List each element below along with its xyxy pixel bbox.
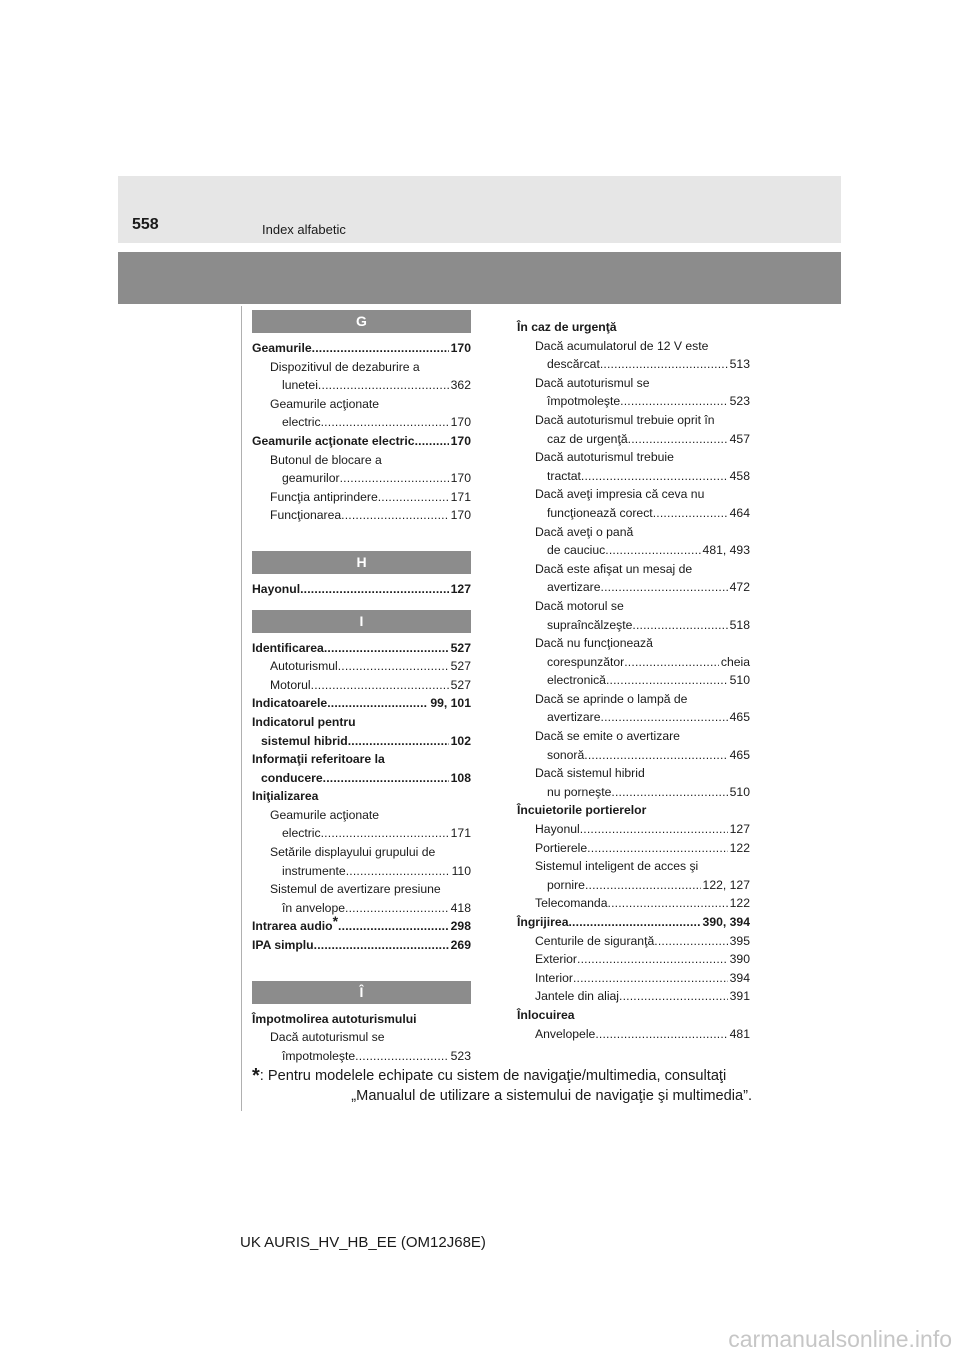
index-entry-cont: electric . . . 170 (252, 413, 471, 432)
index-entry-cont: supraîncălzeşte . . . 518 (517, 616, 750, 635)
index-entry-cont: descărcat . . . 513 (517, 355, 750, 374)
index-entry: Dacă acumulatorul de 12 V este (535, 338, 709, 353)
footnote-line-1: : Pentru modelele echipate cu sistem de navigaţie/multimedia, consultaţi (259, 1068, 727, 1084)
index-entry: Dacă nu funcţionează (535, 636, 653, 651)
index-entry: Dacă se aprinde o lampă de (535, 691, 688, 706)
footnote-marker: * (332, 913, 339, 930)
index-entry-cont: avertizare . . . 465 (517, 708, 750, 727)
index-entry-cont: în anvelope . . . 418 (252, 899, 471, 918)
index-entry: Geamurile acţionate (270, 396, 380, 411)
index-entry: Geamurile acţionate (270, 807, 380, 822)
index-entry-cont: sistemul hibrid . . . 102 (252, 732, 471, 751)
index-column-left (252, 310, 471, 1065)
index-entry-cont: lunetei . . . 362 (252, 376, 471, 395)
index-entry: Îngrijirea . . . 390, 394 (517, 913, 750, 932)
index-entry: Dacă autoturismul trebuie (535, 450, 674, 465)
letter-heading-i: I (252, 610, 471, 633)
index-entry: Hayonul . . . 127 (517, 820, 750, 839)
index-entry: Dacă autoturismul se (270, 1030, 385, 1045)
index-entry: Funcţia antiprindere . . . 171 (252, 488, 471, 507)
index-entry: Exterior . . . 390 (517, 950, 750, 969)
index-entry: Dacă autoturismul se (535, 375, 650, 390)
index-entry: Indicatoarele . . . 99, 101 (252, 694, 471, 713)
index-entry: Motorul . . . 527 (252, 676, 471, 695)
index-entry-cont: nu porneşte . . . 510 (517, 783, 750, 802)
index-entry: Setările displayului grupului de (270, 845, 436, 860)
index-entry: Încuietorile portierelor (517, 803, 647, 818)
index-entry: Jantele din aliaj . . . 391 (517, 987, 750, 1006)
index-entry: Iniţializarea (252, 789, 319, 804)
letter-heading-i-circumflex: Î (252, 981, 471, 1004)
index-entry-cont: corespunzător . . . cheia (517, 653, 750, 672)
index-entry: Identificarea . . . 527 (252, 639, 471, 658)
index-entry: Butonul de blocare a (270, 452, 382, 467)
index-entry-cont: pornire . . . 122, 127 (517, 876, 750, 895)
index-entry-cont: electric . . . 171 (252, 824, 471, 843)
index-entry: Autoturismul . . . 527 (252, 657, 471, 676)
index-entry-cont: sonoră . . . 465 (517, 746, 750, 765)
index-entry-cont: conducere . . . 108 (252, 769, 471, 788)
index-entry: Împotmolirea autoturismului (252, 1011, 417, 1026)
index-entry: Dacă sistemul hibrid (535, 766, 645, 781)
watermark: carmanualsonline.info (728, 1326, 952, 1352)
column-divider (241, 306, 242, 1111)
index-entry: Dacă este afişat un mesaj de (535, 561, 693, 576)
index-entry: Dacă autoturismul trebuie oprit în (535, 412, 715, 427)
document-code: UK AURIS_HV_HB_EE (OM12J68E) (240, 1234, 486, 1251)
index-entry-cont: funcţionează corect . . . 464 (517, 504, 750, 523)
header-bar (118, 252, 841, 304)
index-entry-cont: împotmoleşte . . . 523 (252, 1047, 471, 1066)
index-entry-cont: împotmoleşte . . . 523 (517, 392, 750, 411)
footnote-star: * (252, 1065, 260, 1087)
index-column-right (517, 318, 750, 1043)
index-entry: Indicatorul pentru (252, 714, 356, 729)
index-entry: Dispozitivul de dezaburire a (270, 359, 420, 374)
index-entry: Telecomanda . . . 122 (517, 894, 750, 913)
index-entry-cont: electronică . . . 510 (517, 671, 750, 690)
index-entry: Portierele . . . 122 (517, 839, 750, 858)
index-entry-cont: caz de urgenţă . . . 457 (517, 430, 750, 449)
letter-heading-h: H (252, 551, 471, 574)
letter-heading-g: G (252, 310, 471, 333)
index-entry: Centurile de siguranţă . . . 395 (517, 932, 750, 951)
index-entry: Sistemul inteligent de acces şi (535, 859, 699, 874)
index-entry-cont: avertizare . . . 472 (517, 578, 750, 597)
page-number: 558 (132, 216, 159, 233)
index-entry: Intrarea audio* . . . 298 (252, 917, 471, 936)
index-entry: Dacă se emite o avertizare (535, 729, 680, 744)
footnote (252, 1066, 752, 1106)
index-entry: În caz de urgenţă (517, 320, 617, 334)
index-entry: Geamurile . . . 170 (252, 339, 471, 358)
section-title: Index alfabetic (262, 222, 346, 237)
index-entry: Sistemul de avertizare presiune (270, 882, 441, 897)
index-entry: IPA simplu . . . 269 (252, 936, 471, 955)
header-background (118, 176, 841, 243)
index-entry: Înlocuirea (517, 1007, 575, 1022)
index-entry: Dacă motorul se (535, 598, 624, 613)
index-entry: Anvelopele . . . 481 (517, 1025, 750, 1044)
index-entry: Hayonul . . . 127 (252, 580, 471, 599)
index-entry: Interior . . . 394 (517, 969, 750, 988)
index-entry: Informaţii referitoare la (252, 752, 385, 767)
index-entry-cont: de cauciuc . . . 481, 493 (517, 541, 750, 560)
index-entry-cont: tractat . . . 458 (517, 467, 750, 486)
index-entry-cont: geamurilor . . . 170 (252, 469, 471, 488)
index-entry: Funcţionarea . . . 170 (252, 506, 471, 525)
index-entry: Dacă aveţi o pană (535, 524, 634, 539)
index-entry: Dacă aveţi impresia că ceva nu (535, 487, 705, 502)
footnote-line-2: „Manualul de utilizare a sistemului de navigaţie şi multimedia”. (351, 1088, 752, 1104)
index-entry-cont: instrumente . . . 110 (252, 862, 471, 881)
index-entry: Geamurile acţionate electric . . . 170 (252, 432, 471, 451)
